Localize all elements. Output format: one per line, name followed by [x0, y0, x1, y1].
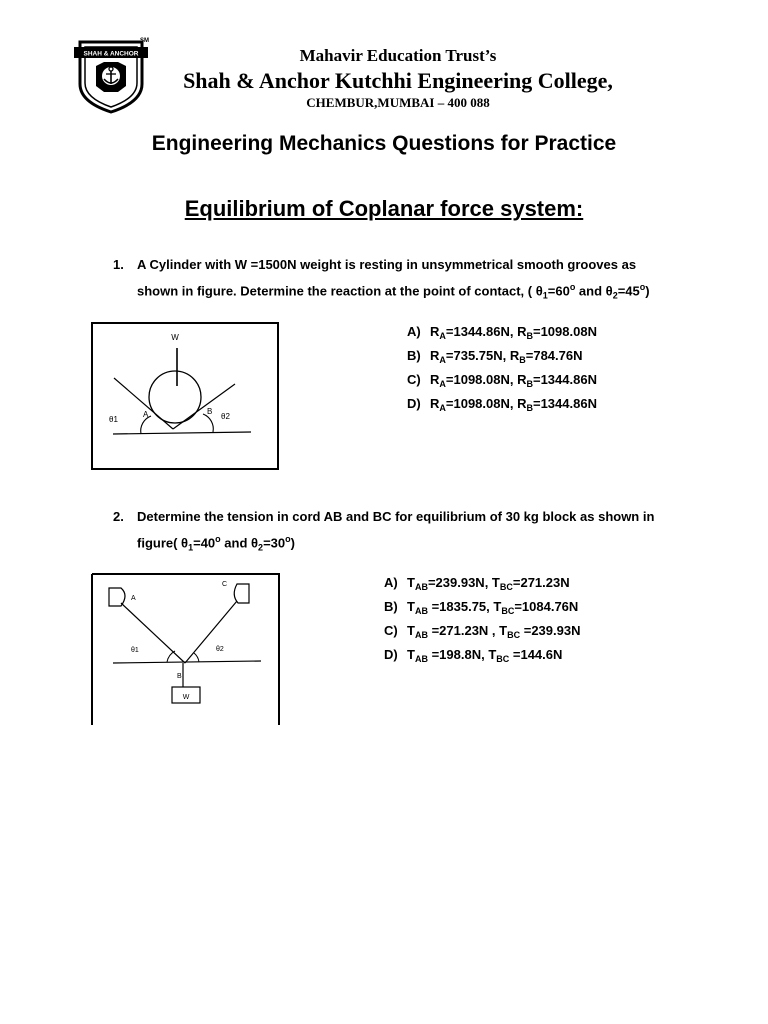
point-a-label: A: [143, 410, 149, 419]
text-part: and θ: [220, 535, 259, 551]
text-part: =45: [617, 283, 640, 299]
text-part: =40: [193, 535, 216, 551]
option-label: C): [384, 623, 398, 638]
text-part: T: [499, 623, 508, 638]
subscript: 2: [258, 542, 264, 553]
subscript: 1: [542, 290, 548, 301]
subscript: AB: [414, 654, 428, 664]
text-part: =271.23N ,: [427, 623, 500, 638]
text-part: =239.93N: [520, 623, 581, 638]
question-line: Determine the tension in cord AB and BC for equilibrium of 30 kg block as shown in: [137, 509, 655, 524]
text-part: =1344.86N,: [445, 324, 518, 339]
text-part: R: [430, 348, 440, 363]
subscript: AB: [414, 630, 428, 640]
logo-text: SHAH & ANCHOR: [83, 50, 139, 58]
option-item: [407, 394, 727, 418]
option-item: [407, 346, 727, 370]
option-item: [407, 322, 727, 346]
text-part: =1098.08N: [532, 324, 597, 339]
college-address: CHEMBUR,MUMBAI – 400 088: [306, 95, 490, 110]
theta2-label: θ2: [221, 412, 230, 421]
point-b-label: B: [177, 673, 182, 680]
superscript: o: [639, 282, 646, 292]
text-part: T: [488, 647, 497, 662]
section-title: Equilibrium of Coplanar force system:: [184, 196, 584, 221]
subscript: AB: [414, 582, 428, 592]
option-label: B): [384, 599, 398, 614]
option-label: D): [407, 396, 421, 411]
question-number: 2.: [113, 509, 124, 524]
text-part: T: [407, 575, 415, 590]
page-title: Engineering Mechanics Questions for Practice: [151, 132, 617, 155]
text-part: =30: [263, 535, 286, 551]
text-part: T: [407, 647, 415, 662]
question-line: [137, 528, 677, 558]
option-label: A): [384, 575, 398, 590]
text-part: =1835.75,: [427, 599, 494, 614]
text-part: =60: [547, 283, 570, 299]
text-part: and θ: [575, 283, 613, 299]
text-part: =239.93N,: [427, 575, 492, 590]
text-part: =1084.76N: [514, 599, 579, 614]
text-part: T: [407, 623, 415, 638]
subscript: 1: [188, 542, 194, 553]
text-part: shown in figure. Determine the reaction at the point of contact, ( θ: [137, 283, 543, 299]
text-part: =1344.86N: [532, 372, 597, 387]
option-item: [384, 645, 724, 669]
text-part: =1344.86N: [532, 396, 597, 411]
subscript: BC: [501, 606, 515, 616]
option-label: B): [407, 348, 421, 363]
superscript: o: [569, 282, 576, 292]
theta1-label: θ1: [131, 647, 139, 654]
logo-trademark: SM: [140, 38, 149, 44]
text-part: R: [517, 324, 527, 339]
trust-name: Mahavir Education Trust’s: [299, 46, 497, 65]
text-part: R: [430, 396, 440, 411]
text-part: R: [430, 324, 440, 339]
point-c-label: C: [222, 581, 228, 588]
question-2: [113, 506, 713, 553]
question-line: A Cylinder with W =1500N weight is resting in unsymmetrical smooth grooves as: [137, 257, 637, 272]
text-part: ): [290, 535, 295, 551]
text-part: =1098.08N,: [445, 396, 518, 411]
options-list-2: [384, 573, 724, 669]
text-part: =735.75N,: [445, 348, 510, 363]
text-part: =1098.08N,: [445, 372, 518, 387]
tension-cord-figure: [91, 573, 281, 725]
text-part: T: [407, 599, 415, 614]
text-part: =144.6N: [509, 647, 563, 662]
text-part: figure( θ: [137, 535, 189, 551]
subscript: B: [526, 379, 533, 389]
subscript: BC: [499, 582, 513, 592]
text-part: R: [517, 372, 527, 387]
text-part: T: [493, 599, 502, 614]
point-b-label: B: [207, 407, 213, 416]
subscript: B: [519, 355, 526, 365]
subscript: BC: [496, 654, 510, 664]
subscript: A: [439, 355, 446, 365]
question-text: [137, 506, 677, 558]
subscript: A: [439, 403, 446, 413]
subscript: 2: [612, 290, 618, 301]
theta2-label: θ2: [216, 646, 224, 653]
subscript: AB: [414, 606, 428, 616]
text-part: =784.76N: [525, 348, 583, 363]
option-label: A): [407, 324, 421, 339]
college-name: Shah & Anchor Kutchhi Engineering College,: [183, 68, 613, 93]
options-list-1: [407, 322, 727, 418]
subscript: B: [526, 403, 533, 413]
cylinder-groove-figure: [91, 322, 279, 470]
text-part: R: [509, 348, 520, 363]
text-part: R: [430, 372, 440, 387]
option-label: C): [407, 372, 421, 387]
option-item: [407, 370, 727, 394]
superscript: o: [285, 534, 291, 544]
subscript: A: [439, 379, 446, 389]
text-part: ): [645, 283, 650, 299]
text-part: =198.8N,: [427, 647, 489, 662]
question-1: [113, 254, 713, 301]
superscript: o: [215, 534, 221, 544]
text-part: R: [517, 396, 527, 411]
subscript: A: [439, 331, 446, 341]
option-label: D): [384, 647, 398, 662]
option-item: [384, 621, 724, 645]
question-line: [137, 276, 677, 306]
option-item: [384, 573, 724, 597]
text-part: T: [491, 575, 500, 590]
weight-label: W: [171, 333, 179, 342]
subscript: BC: [507, 630, 521, 640]
text-part: =271.23N: [512, 575, 570, 590]
weight-label: W: [182, 694, 190, 701]
question-number: 1.: [113, 257, 124, 272]
theta1-label: θ1: [109, 415, 118, 424]
question-text: [137, 254, 677, 306]
option-item: [384, 597, 724, 621]
subscript: B: [526, 331, 533, 341]
point-a-label: A: [131, 595, 136, 602]
